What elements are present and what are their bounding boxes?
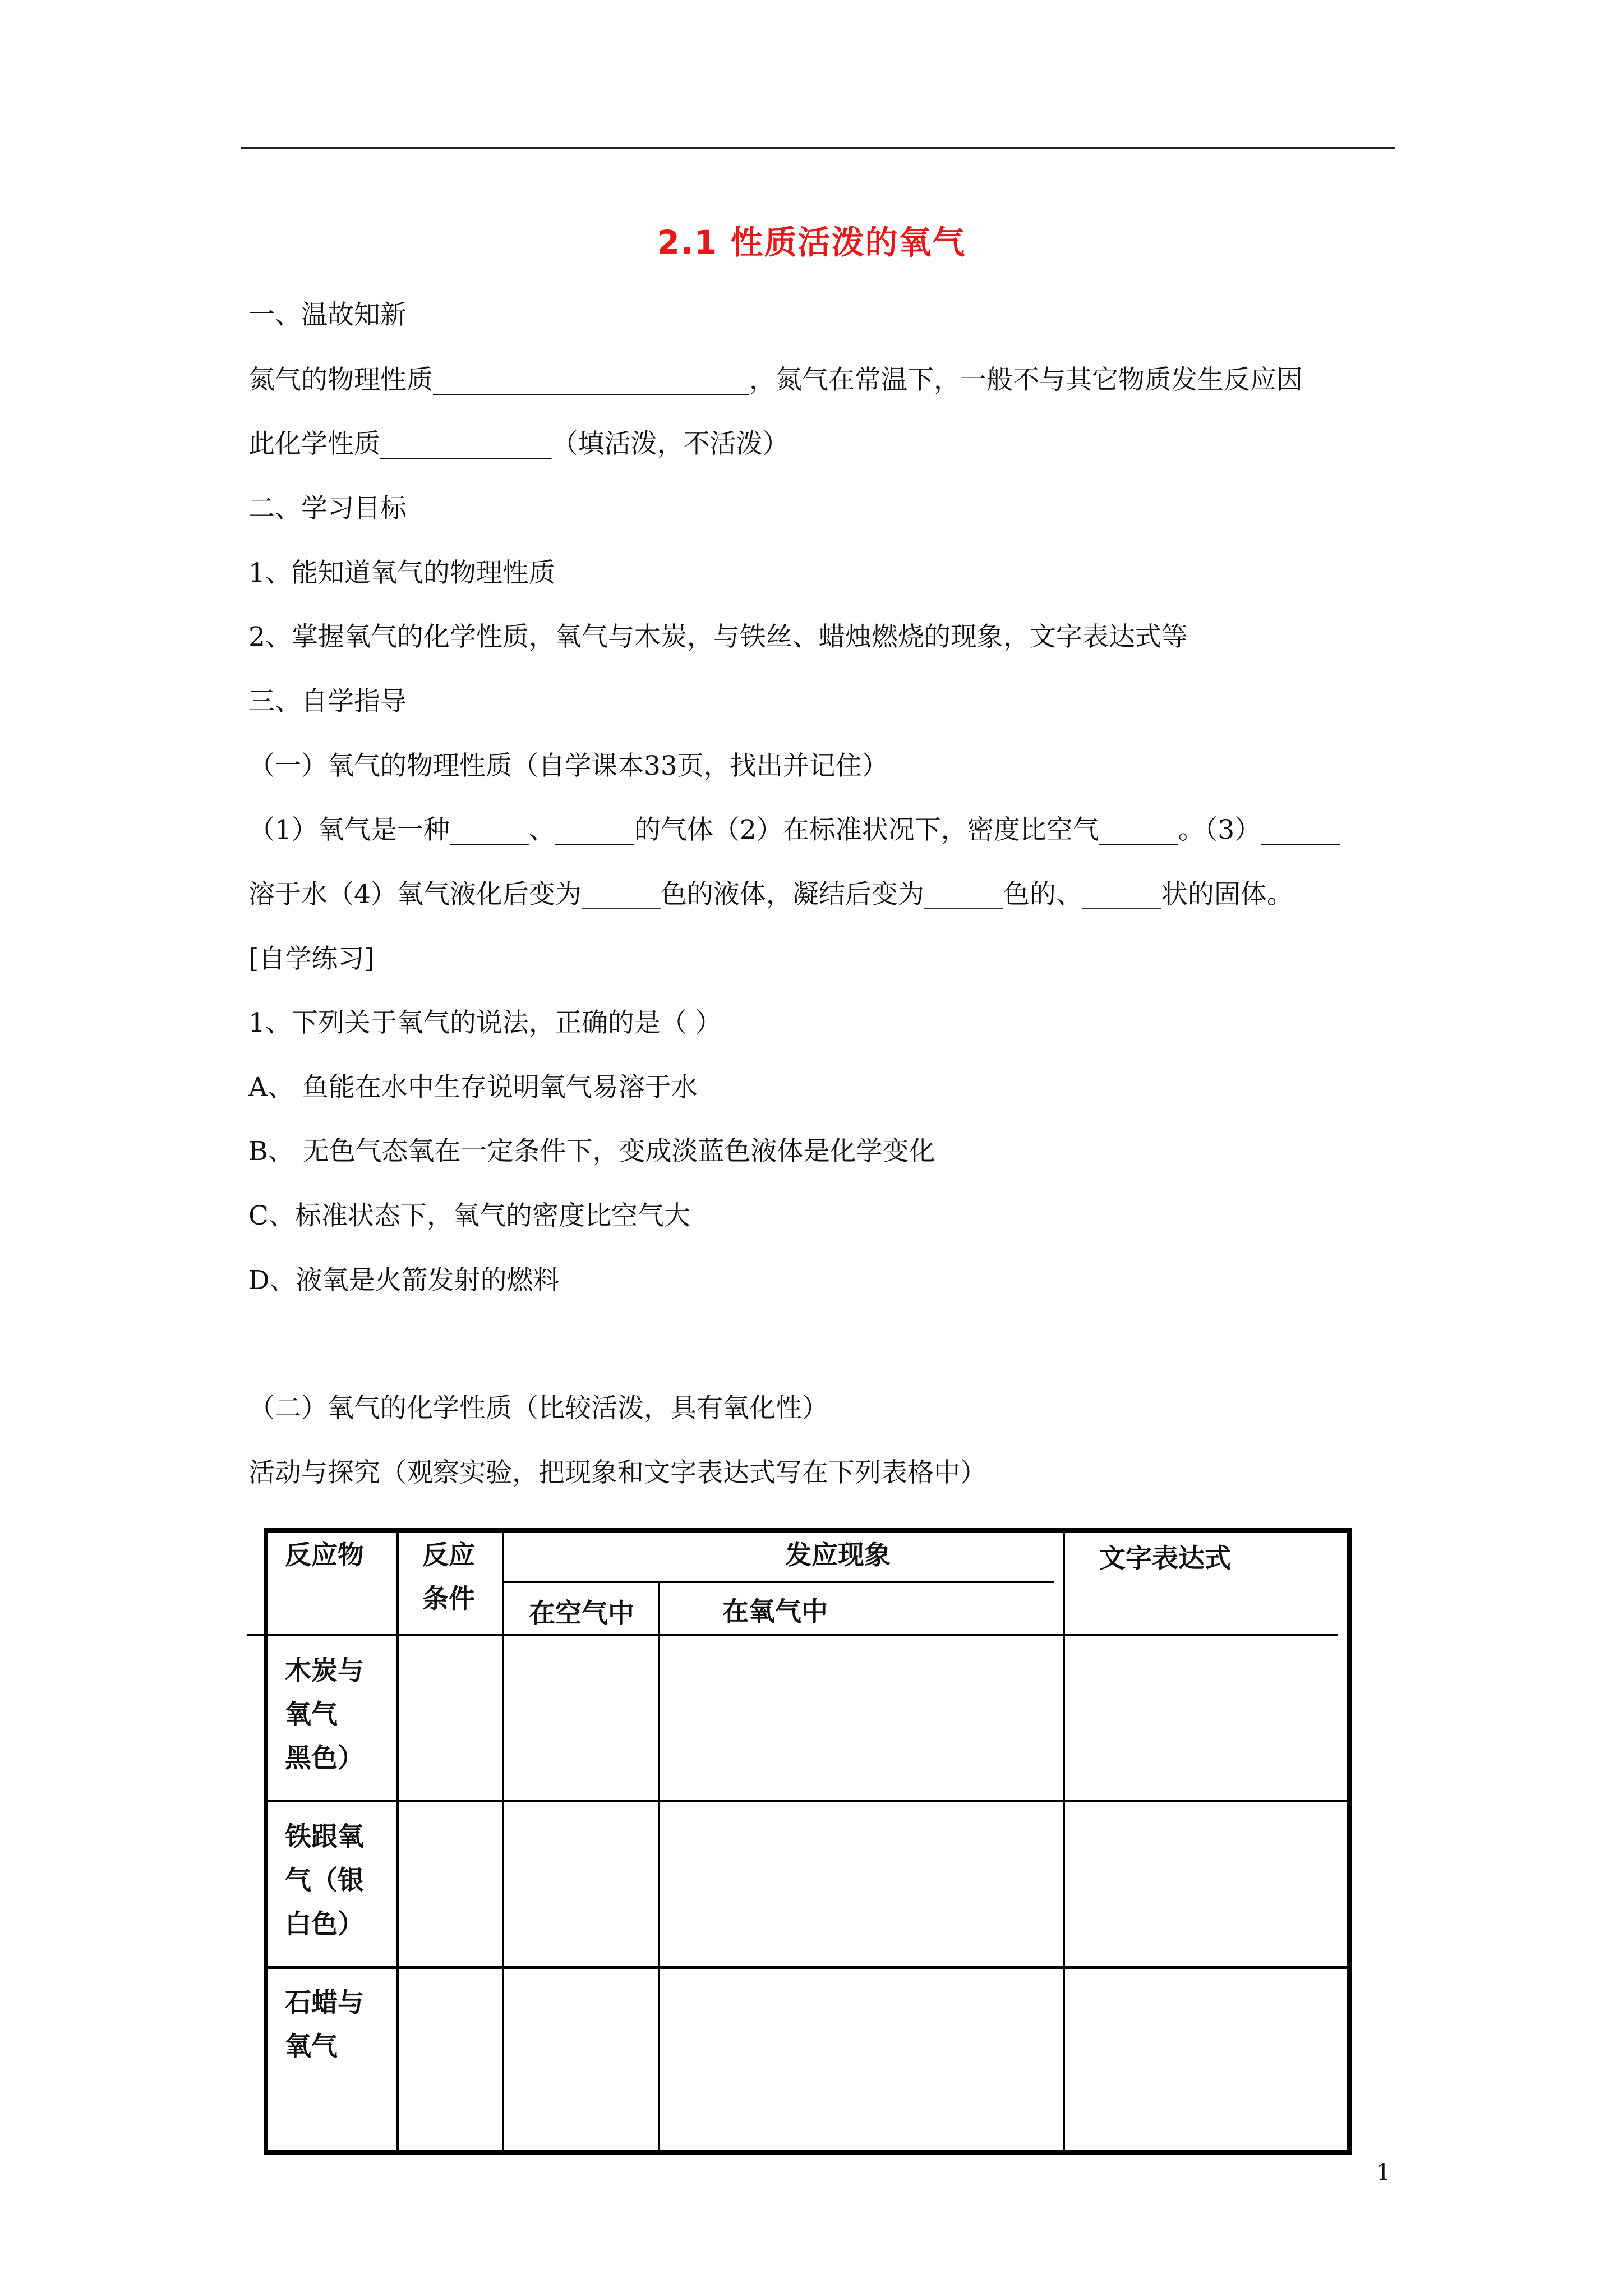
row-reactant-iron: 铁跟氧 气（银 白色） <box>285 1821 364 1940</box>
fill-blank-line-1: （1）氧气是一种______、______的气体（2）在标准状况下，密度比空气______。（3）______ <box>248 815 1340 845</box>
fill-blank-line-2: 溶于水（4）氧气液化后变为______色的液体，凝结后变为______色的、______状的固体。 <box>248 879 1293 910</box>
table-divider <box>396 1528 399 2155</box>
header-condition: 反应 条件 <box>422 1540 475 1614</box>
activity-instruction: 活动与探究（观察实验，把现象和文字表达式写在下列表格中） <box>248 1457 986 1488</box>
page-number: 1 <box>1376 2160 1391 2185</box>
header-rule <box>241 147 1395 149</box>
section-heading-guide: 三、自学指导 <box>248 686 407 717</box>
table-divider <box>504 1581 1054 1583</box>
page-title: 2.1 性质活泼的氧气 <box>657 223 966 261</box>
header-phenomenon: 发应现象 <box>785 1540 891 1571</box>
section-heading-goals: 二、学习目标 <box>248 493 407 524</box>
practice-heading: [自学练习] <box>248 944 375 974</box>
table-divider <box>264 1800 1352 1802</box>
table-divider <box>502 1528 504 2155</box>
header-reactant: 反应物 <box>285 1540 364 1571</box>
option-d: D、液氧是火箭发射的燃料 <box>248 1265 560 1296</box>
table-divider <box>658 1583 660 2155</box>
option-b: B、 无色气态氧在一定条件下，变成淡蓝色液体是化学变化 <box>248 1136 935 1167</box>
table-divider <box>1063 1528 1065 2155</box>
question-nitrogen-physical: 氮气的物理性质________________________，氮气在常温下，一般不与其它物质发生反应因 <box>248 365 1303 395</box>
subsection-chemical-properties: （二）氧气的化学性质（比较活泼，具有氧化性） <box>248 1393 828 1424</box>
goal-item-1: 1、能知道氧气的物理性质 <box>248 558 555 588</box>
option-c: C、标准状态下，氧气的密度比空气大 <box>248 1200 690 1231</box>
row-reactant-paraffin: 石蜡与 氧气 <box>285 1987 364 2062</box>
row-reactant-charcoal: 木炭与 氧气 黑色） <box>285 1655 364 1774</box>
section-heading-review: 一、温故知新 <box>248 300 407 330</box>
header-expression: 文字表达式 <box>1099 1543 1231 1574</box>
header-in-air: 在空气中 <box>529 1598 634 1629</box>
practice-question: 1、下列关于氧气的说法，正确的是（ ） <box>248 1007 722 1038</box>
header-in-oxygen: 在氧气中 <box>722 1596 828 1627</box>
question-nitrogen-chemical: 此化学性质_____________（填活泼，不活泼） <box>248 429 789 459</box>
goal-item-2: 2、掌握氧气的化学性质，氧气与木炭，与铁丝、蜡烛燃烧的现象，文字表达式等 <box>248 622 1188 652</box>
option-a: A、 鱼能在水中生存说明氧气易溶于水 <box>248 1072 698 1103</box>
table-divider <box>264 1966 1352 1969</box>
subsection-physical-properties: （一）氧气的物理性质（自学课本33页，找出并记住） <box>248 751 888 781</box>
